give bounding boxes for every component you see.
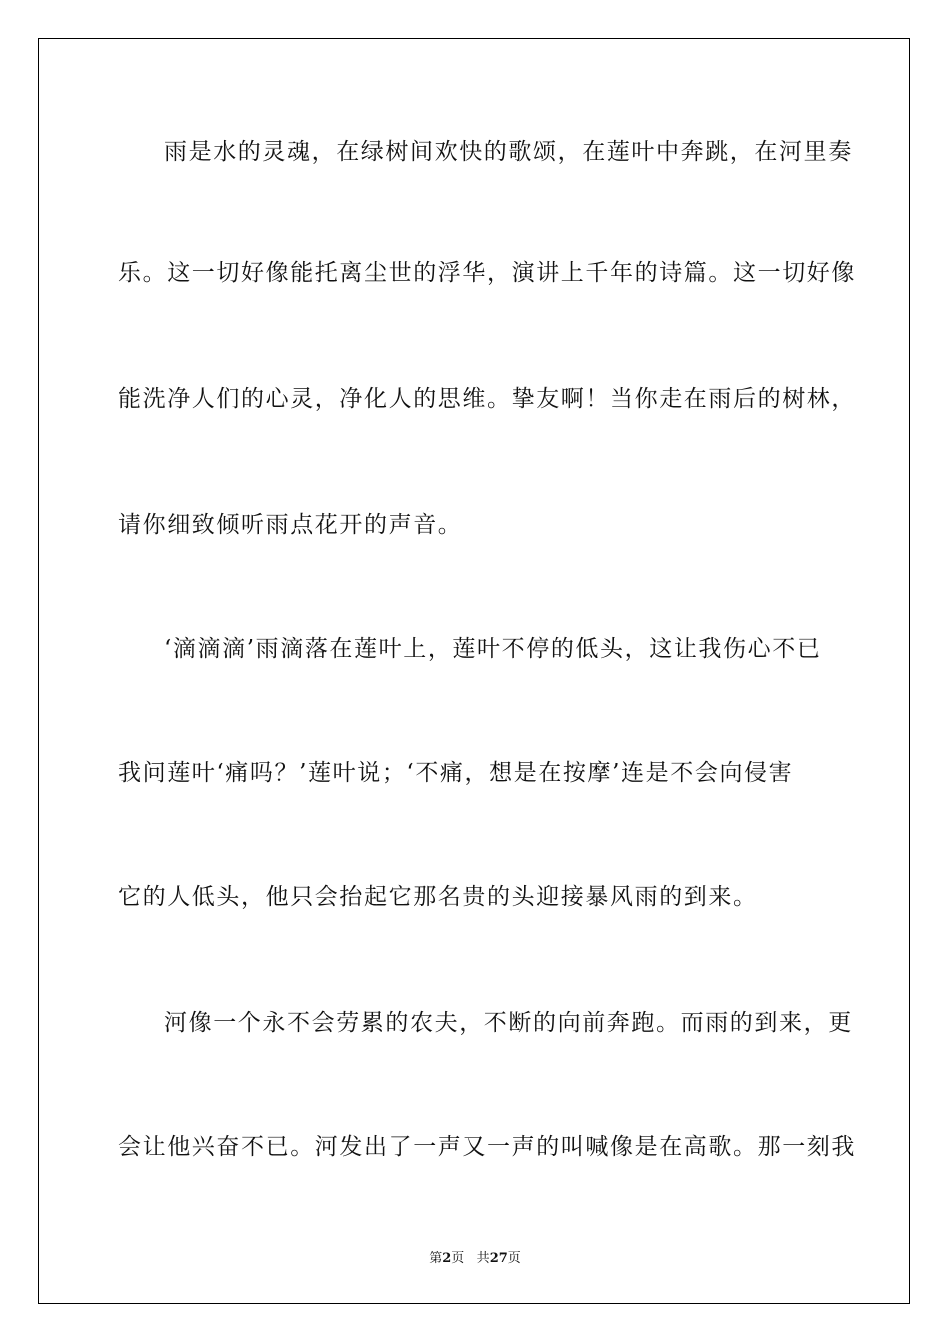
page-suffix: 页	[451, 1251, 465, 1266]
total-prefix: 共	[476, 1251, 490, 1266]
text-line-6: 我问莲叶‘痛吗？’莲叶说；‘不痛，想是在按摩’连是不会向侵害	[118, 760, 794, 786]
total-pages: 27	[489, 1251, 508, 1266]
text-line-1: 雨是水的灵魂，在绿树间欢快的歌颂，在莲叶中奔跳，在河里奏	[164, 139, 853, 165]
text-line-3: 能洗净人们的心灵，净化人的思维。挚友啊！当你走在雨后的树林，	[118, 386, 856, 412]
text-line-4: 请你细致倾听雨点花开的声音。	[118, 512, 463, 538]
page-number: 2	[442, 1251, 452, 1266]
text-line-5: ‘滴滴滴’雨滴落在莲叶上，莲叶不停的低头，这让我伤心不已	[164, 636, 822, 662]
text-line-8: 河像一个永不会劳累的农夫，不断的向前奔跑。而雨的到来，更	[164, 1010, 853, 1036]
page-prefix: 第	[429, 1251, 443, 1266]
text-line-7: 它的人低头，他只会抬起它那名贵的头迎接暴风雨的到来。	[118, 884, 758, 910]
total-suffix: 页	[507, 1251, 521, 1266]
text-line-2: 乐。这一切好像能托离尘世的浮华，演讲上千年的诗篇。这一切好像	[118, 260, 856, 286]
page-border	[38, 38, 910, 1304]
text-line-9: 会让他兴奋不已。河发出了一声又一声的叫喊像是在高歌。那一刻我	[118, 1134, 856, 1160]
page-footer	[0, 1247, 950, 1266]
